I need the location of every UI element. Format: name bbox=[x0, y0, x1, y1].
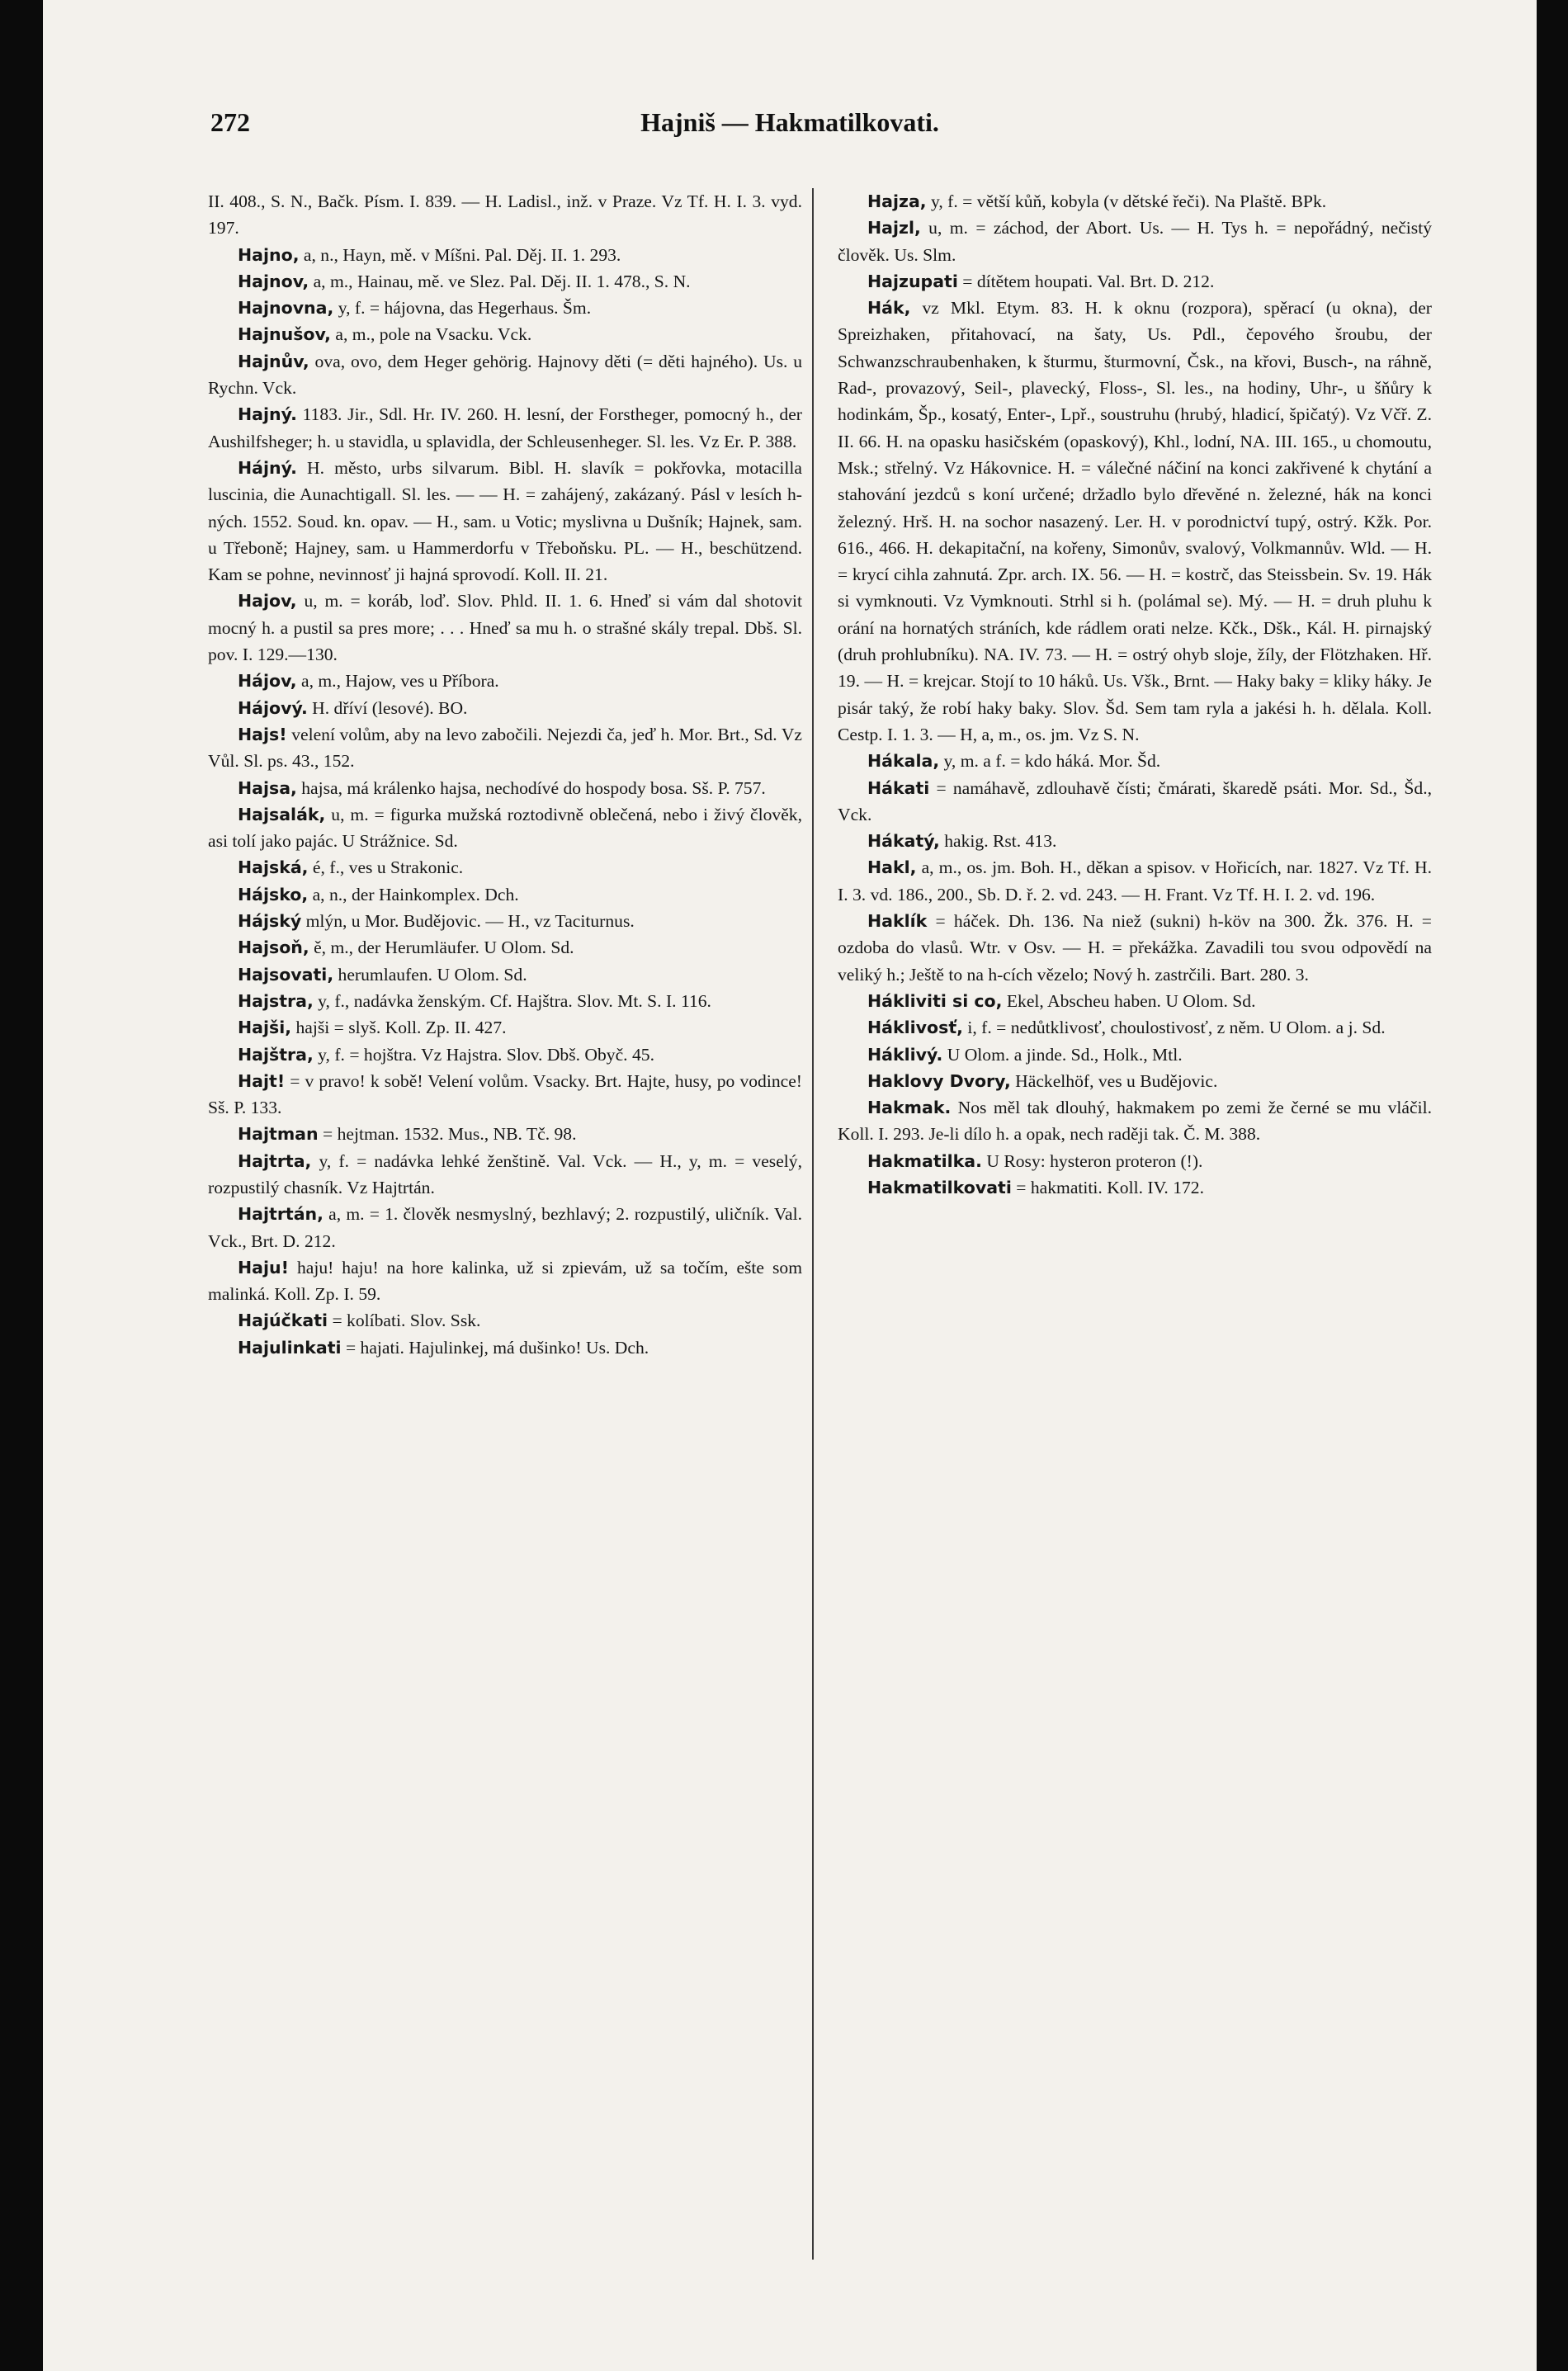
entry-headword: Hajúčkati bbox=[238, 1311, 328, 1331]
entry-definition: u, m. = záchod, der Abort. Us. — H. Tys h. = nepořádný, nečistý člověk. Us. Slm. bbox=[838, 218, 1432, 265]
entry-headword: Haklík bbox=[867, 911, 928, 932]
dictionary-entry bbox=[838, 748, 1432, 774]
entry-headword: Hajštra, bbox=[238, 1044, 314, 1065]
entry-definition: a, m. = 1. člověk nesmyslný, bezhlavý; 2. rozpustilý, uličník. Val. Vck., Brt. D. 212. bbox=[208, 1204, 802, 1251]
entry-definition: y, f., nadávka ženským. Cf. Hajštra. Slov. Mt. S. I. 116. bbox=[318, 990, 711, 1011]
dictionary-entry bbox=[208, 881, 802, 908]
entry-headword: Hájsko, bbox=[238, 884, 309, 904]
entry-continuation: II. 408., S. N., Bačk. Písm. I. 839. — H. Ladisl., inž. v Praze. Vz Tf. H. I. 3. vyd. 197. bbox=[208, 191, 802, 239]
dictionary-entry bbox=[208, 295, 802, 321]
dictionary-entry bbox=[208, 908, 802, 934]
entry-definition: 1183. Jir., Sdl. Hr. IV. 260. H. lesní, der Forstheger, pomocný h., der Aushilfsheger; h. u stavidla, u splavidla, der Schleusenheger. Sl. les. Vz Er. P. 388. bbox=[208, 404, 802, 451]
entry-definition: haju! haju! na hore kalinka, už si zpievám, už sa točím, ešte som malinká. Koll. Zp. I. 59. bbox=[208, 1257, 802, 1305]
entry-definition: a, n., Hayn, mě. v Míšni. Pal. Děj. II. 1. 293. bbox=[303, 244, 621, 265]
entry-definition: = hejtman. 1532. Mus., NB. Tč. 98. bbox=[323, 1124, 577, 1145]
entry-definition: a, n., der Hainkomplex. Dch. bbox=[312, 884, 519, 904]
dictionary-entry bbox=[838, 908, 1432, 988]
entry-definition: = dítětem houpati. Val. Brt. D. 212. bbox=[962, 271, 1215, 291]
dictionary-entry bbox=[208, 775, 802, 801]
dictionary-entry bbox=[208, 1121, 802, 1147]
dictionary-entry bbox=[208, 1307, 802, 1334]
entry-headword: Háklivosť, bbox=[867, 1018, 963, 1038]
entry-headword: Hajzl, bbox=[867, 218, 921, 239]
dictionary-entry bbox=[208, 1201, 802, 1254]
entry-headword: Hajs! bbox=[238, 724, 287, 744]
entry-headword: Hajný. bbox=[238, 404, 297, 425]
entry-headword: Hakmatilkovati bbox=[867, 1177, 1012, 1197]
entry-definition: a, m., os. jm. Boh. H., děkan a spisov. v Hořicích, nar. 1827. Vz Tf. H. I. 3. vd. 186., 200., Sb. D. ř. 2. vd. 243. — H. Frant. Vz Tf. H. I. 2. vd. 196. bbox=[838, 857, 1433, 904]
entry-definition: mlýn, u Mor. Budějovic. — H., vz Taciturnus. bbox=[305, 911, 635, 932]
dictionary-entry bbox=[208, 348, 802, 402]
dictionary-entry bbox=[838, 1041, 1432, 1068]
entry-headword: Haklovy Dvory, bbox=[867, 1070, 1011, 1091]
entry-definition: = kolíbati. Slov. Ssk. bbox=[332, 1311, 481, 1331]
dictionary-entry bbox=[838, 1014, 1432, 1041]
entry-headword: Hajsoň, bbox=[238, 938, 309, 958]
entry-headword: Hajši, bbox=[238, 1018, 292, 1038]
entry-headword: Haju! bbox=[238, 1257, 289, 1278]
entry-definition: ě, m., der Herumläufer. U Olom. Sd. bbox=[314, 938, 574, 958]
entry-definition: Nos měl tak dlouhý, hakmakem po zemi že černé se mu vláčil. Koll. I. 293. Je-li dílo h. a opak, nech raději tak. Č. M. 388. bbox=[838, 1098, 1432, 1145]
entry-headword: Hajno, bbox=[238, 244, 300, 265]
entry-definition: U Olom. a jinde. Sd., Holk., Mtl. bbox=[947, 1044, 1183, 1065]
entry-definition: i, f. = nedůtklivosť, choulostivosť, z něm. U Olom. a j. Sd. bbox=[967, 1018, 1386, 1038]
dictionary-entry bbox=[208, 401, 802, 455]
entry-headword: Hájný. bbox=[238, 457, 297, 478]
entry-headword: Hakmak. bbox=[867, 1098, 952, 1118]
dictionary-entry bbox=[838, 1148, 1432, 1174]
dictionary-entry bbox=[838, 775, 1432, 829]
dictionary-entry bbox=[838, 295, 1432, 748]
dictionary-entry bbox=[838, 988, 1432, 1014]
dictionary-entry bbox=[838, 268, 1432, 295]
entry-definition: a, m., Hajow, ves u Příbora. bbox=[301, 671, 499, 692]
entry-headword: Hakmatilka. bbox=[867, 1150, 982, 1171]
entry-definition: H. město, urbs silvarum. Bibl. H. slavík = pokřovka, motacilla luscinia, die Aunachtigall. Sl. les. — — H. = zahájený, zakázaný. Pásl v lesích h-ných. 1552. Soud. kn. opav. — H., sam. u Votic; myslivna u Dušník; Hajnek, sam. u Třeboně; Hajney, sam. u Hammerdorfu v Třeboňsku. PL. — H., beschützend. Kam se pohne, nevinnosť ji hajná sprovodí. Koll. II. 21. bbox=[208, 457, 802, 585]
entry-headword: Hajtrta, bbox=[238, 1150, 312, 1171]
page-number: 272 bbox=[210, 107, 250, 137]
entry-definition: ova, ovo, dem Heger gehörig. Hajnovy děti (= děti hajného). Us. u Rychn. Vck. bbox=[208, 351, 802, 399]
entry-headword: Hájov, bbox=[238, 671, 297, 692]
entry-definition: Häckelhöf, ves u Budějovic. bbox=[1015, 1070, 1218, 1091]
entry-headword: Hajza, bbox=[867, 191, 927, 211]
right-column bbox=[838, 188, 1432, 1201]
entry-definition: herumlaufen. U Olom. Sd. bbox=[338, 964, 527, 985]
dictionary-entry bbox=[838, 188, 1432, 215]
entry-definition: y, m. a f. = kdo háká. Mor. Šd. bbox=[943, 751, 1161, 772]
dictionary-entry bbox=[838, 1174, 1432, 1201]
dictionary-entry bbox=[208, 721, 802, 775]
dictionary-entry bbox=[208, 455, 802, 588]
entry-definition: y, f. = hájovna, das Hegerhaus. Šm. bbox=[338, 298, 592, 319]
entry-definition: velení volům, aby na levo zabočili. Nejezdi ča, jeď h. Mor. Brt., Sd. Vz Vůl. Sl. ps. 43., 152. bbox=[208, 724, 803, 772]
dictionary-entry bbox=[838, 854, 1432, 908]
entry-definition: = hakmatiti. Koll. IV. 172. bbox=[1016, 1177, 1204, 1197]
entry-headword: Hajsalák, bbox=[238, 804, 326, 824]
entry-definition: y, f. = hojštra. Vz Hajstra. Slov. Dbš. Obyč. 45. bbox=[318, 1044, 654, 1065]
entry-headword: Hajnušov, bbox=[238, 324, 331, 345]
left-column bbox=[208, 188, 802, 1361]
entry-headword: Hakl, bbox=[867, 857, 917, 878]
entry-definition: u, m. = figurka mužská roztodivně oblečená, nebo i živý člověk, asi tolí jako pajác. U Strážnice. Sd. bbox=[208, 804, 802, 852]
entry-headword: Hajzupati bbox=[867, 271, 958, 291]
entry-headword: Hajská, bbox=[238, 857, 309, 878]
dictionary-entry bbox=[838, 828, 1432, 854]
entry-definition: = háček. Dh. 136. Na niež (sukni) h-köv na 300. Žk. 376. H. = ozdoba do vlasů. Wtr. v Osv. — H. = překážka. Zavadili tou svou odpovědí na veliký h.; Ještě to na h-cích vězelo; Nový h. zastrčili. Bart. 280. 3. bbox=[838, 911, 1432, 985]
entry-definition: é, f., ves u Strakonic. bbox=[312, 857, 464, 878]
dictionary-entry bbox=[208, 1068, 802, 1122]
entry-definition: hakig. Rst. 413. bbox=[944, 831, 1057, 852]
entry-headword: Hájový. bbox=[238, 697, 308, 718]
entry-definition: H. dříví (lesové). BO. bbox=[312, 697, 468, 718]
dictionary-entry bbox=[208, 1148, 802, 1202]
entry-definition: y, f. = větší kůň, kobyla (v dětské řeči). Na Plaště. BPk. bbox=[930, 191, 1327, 211]
entry-headword: Hajulinkati bbox=[238, 1337, 342, 1358]
dictionary-entry bbox=[208, 321, 802, 347]
dictionary-entry bbox=[208, 588, 802, 668]
entry-definition: = namáhavě, zdlouhavě čísti; čmárati, škaredě psáti. Mor. Sd., Šd., Vck. bbox=[838, 777, 1432, 824]
entry-headword: Hákatý, bbox=[867, 831, 940, 852]
entry-headword: Hákliviti si co, bbox=[867, 990, 1003, 1011]
entry-definition: a, m., pole na Vsacku. Vck. bbox=[335, 324, 532, 345]
page-header bbox=[43, 107, 1537, 149]
entry-headword: Hajtrtán, bbox=[238, 1204, 324, 1225]
running-head: Hajniš — Hakmatilkovati. bbox=[640, 107, 939, 137]
entry-headword: Hajstra, bbox=[238, 990, 314, 1011]
entry-headword: Hák, bbox=[867, 298, 911, 319]
entry-headword: Hajt! bbox=[238, 1070, 286, 1091]
dictionary-entry bbox=[208, 695, 802, 721]
entry-headword: Hajsovati, bbox=[238, 964, 334, 985]
dictionary-entry bbox=[208, 268, 802, 295]
entry-headword: Hajnův, bbox=[238, 351, 309, 371]
dictionary-entry bbox=[208, 854, 802, 881]
dictionary-entry bbox=[208, 242, 802, 268]
entry-definition: y, f. = nadávka lehké ženštině. Val. Vck. — H., y, m. = veselý, rozpustilý chasník. Vz Hajtrtán. bbox=[208, 1150, 802, 1197]
dictionary-entry bbox=[838, 215, 1432, 268]
entry-definition: = v pravo! k sobě! Velení volům. Vsacky. Brt. Hajte, husy, po vodince! Sš. P. 133. bbox=[208, 1070, 802, 1118]
dictionary-entry bbox=[208, 188, 802, 242]
entry-definition: a, m., Hainau, mě. ve Slez. Pal. Děj. II. 1. 478., S. N. bbox=[313, 271, 691, 291]
dictionary-entry bbox=[208, 988, 802, 1014]
entry-definition: vz Mkl. Etym. 83. H. k oknu (rozpora), spěrací (u okna), der Spreizhaken, přitahovací, na šaty, Us. Pdl., čepového šroubu, der Schwanzschraubenhaken, k šturmu, šturmovní, Čsk., na křovi, Busch-, na ráhně, Rad-, provazový, Seil-, plavecký, Floss-, Sl. les., na hodiny, Uhr-, u šňůry k hodinkám, Šp., kosatý, Enter-, Lpř., soustruhu (hrubý, hladicí, špičatý). Vz Včř. Z. II. 66. H. na opasku hasičském (opaskový), Khl., lodní, NA. III. 165., u chomoutu, Msk.; střelný. Vz Hákovnice. H. = válečné náčiní na konci zakřivené k chytání a stahování jezdců s koní určené; držadlo bylo dřevěné n. železné, hák na konci železný. Hrš. H. na sochor nasazený. Ler. H. v porodnictví tupý, ostrý. Kžk. Por. 616., 466. H. dekapitační, na kořeny, Simonův, svalový, Volkmannův. Wld. — H. = krycí cihla zahnutá. Zpr. arch. IX. 56. — H. = kostrč, das Steissbein. Sv. 19. Hák si vymknouti. Vz Vymknouti. Strhl si h. (polámal se). Mý. — H. = druh pluhu k orání na hornatých stráních, kde rádlem orati nelze. Kčk., Dšk., Kál. H. pirnajský (druh prohlubníku). NA. IV. 73. — H. = ostrý ohyb sloje, žíly, der Flötzhaken. Hř. 19. — H. = krejcar. Stojí to 10 háků. Us. Všk., Brnt. — Haky baky = kliky háky. Je pisár taký, že robí haky baky. Slov. Šd. Sem tam ryla a jakési h. h. dělala. Koll. Cestp. I. 1. 3. — H, a, m., os. jm. Vz S. N. bbox=[838, 298, 1432, 744]
entry-headword: Hajtman bbox=[238, 1124, 319, 1145]
entry-headword: Hajov, bbox=[238, 591, 297, 612]
dictionary-entry bbox=[208, 801, 802, 855]
entry-headword: Háklivý. bbox=[867, 1044, 943, 1065]
column-divider bbox=[812, 188, 814, 2260]
dictionary-entry bbox=[208, 1254, 802, 1308]
dictionary-entry bbox=[208, 934, 802, 961]
dictionary-page bbox=[43, 0, 1537, 2371]
entry-headword: Hájský bbox=[238, 911, 302, 932]
entry-headword: Hákati bbox=[867, 777, 930, 798]
entry-definition: u, m. = koráb, loď. Slov. Phld. II. 1. 6. Hneď si vám dal shotovit mocný h. a pustil sa pres more; . . . Hneď sa mu h. o strašné skály trepal. Dbš. Sl. pov. I. 129.—130. bbox=[208, 591, 802, 665]
entry-definition: U Rosy: hysteron proteron (!). bbox=[986, 1150, 1203, 1171]
dictionary-entry bbox=[208, 961, 802, 988]
entry-headword: Hákala, bbox=[867, 751, 940, 772]
dictionary-entry bbox=[208, 668, 802, 694]
dictionary-entry bbox=[838, 1068, 1432, 1094]
dictionary-entry bbox=[838, 1094, 1432, 1148]
entry-headword: Hajnov, bbox=[238, 271, 309, 291]
entry-definition: hajsa, má králenko hajsa, nechodívé do hospody bosa. Sš. P. 757. bbox=[301, 777, 766, 798]
dictionary-entry bbox=[208, 1334, 802, 1361]
entry-headword: Hajnovna, bbox=[238, 298, 334, 319]
entry-definition: = hajati. Hajulinkej, má dušinko! Us. Dch. bbox=[345, 1337, 649, 1358]
entry-definition: hajši = slyš. Koll. Zp. II. 427. bbox=[295, 1018, 507, 1038]
entry-definition: Ekel, Abscheu haben. U Olom. Sd. bbox=[1006, 990, 1256, 1011]
dictionary-entry bbox=[208, 1041, 802, 1068]
dictionary-entry bbox=[208, 1014, 802, 1041]
entry-headword: Hajsa, bbox=[238, 777, 297, 798]
